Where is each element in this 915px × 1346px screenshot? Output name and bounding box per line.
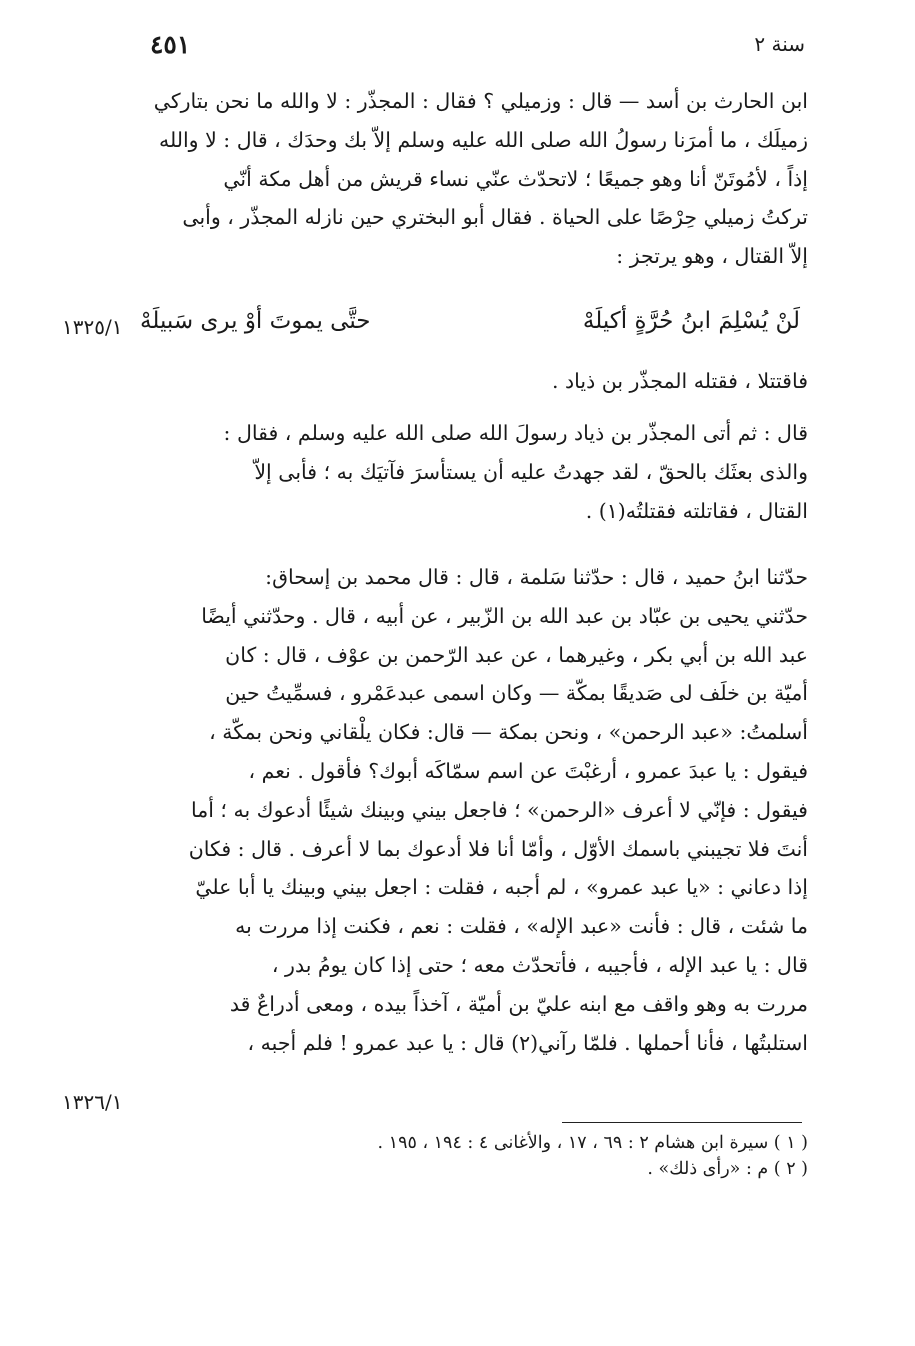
- text-line: أنتَ فلا تجيبني باسمك الأوّل ، وأمّا أنا فلا أدعوك بما لا أعرف . قال : فكان: [188, 836, 808, 861]
- footnotes: [118, 1130, 808, 1182]
- text-line: والذى بعثَك بالحقّ ، لقد جهدتُ عليه أن يستأسرَ فآتيَك به ؛ فأبى إلاّ: [254, 459, 808, 484]
- verse-first-hemistich: لَنْ يُسْلِمَ ابنُ حُرَّةٍ أكيلَهْ: [582, 308, 800, 334]
- text-line: حدّثنا ابنُ حميد ، قال : حدّثنا سَلمة ، قال : قال محمد بن إسحاق:: [265, 565, 808, 589]
- text-line: زميلَك ، ما أمرَنا رسولُ الله صلى الله عليه وسلم إلاّ بك وحدَك ، قال : لا والله: [158, 127, 808, 152]
- text-line: إذا دعاني : «يا عبد عمرو» ، لم أجبه ، فقلت : اجعل بيني وبينك يا أبا عليّ: [195, 875, 808, 900]
- text-line: مررت به وهو واقف مع ابنه عليّ بن أميّة ، آخذاً بيده ، ومعى أدراعٌ قد: [229, 991, 808, 1016]
- paragraph-1: [118, 82, 808, 276]
- verse: [140, 308, 800, 348]
- text-line: تركتُ زميلي حِرْصًا على الحياة . فقال أبو البختري حين نازله المجذّر ، وأبى: [182, 205, 808, 230]
- text-line: فاقتتلا ، فقتله المجذّر بن ذياد .: [551, 369, 808, 393]
- text-line: أميّة بن خلَف لى صَديقًا بمكّة — وكان اسمى عبدعَمْرو ، فسمِّيتُ حين: [225, 681, 808, 706]
- text-line: استلبتُها ، فأنا أحملها . فلمّا رآني(٢) قال : يا عبد عمرو ! فلم أجبه ،: [247, 1030, 808, 1055]
- text-line: إذاً ، لأمُوتَنّ أنا وهو جميعًا ؛ لاتحدّث عنّي نساء قريش من أهل مكة أنّي: [223, 166, 808, 191]
- footnote-divider: [562, 1122, 802, 1123]
- paragraph-3: [118, 414, 808, 530]
- text-line: القتال ، فقاتلته فقتلتُه(١) .: [585, 498, 808, 523]
- running-head: [140, 30, 805, 64]
- text-line: فيقول : فإنّي لا أعرف «الرحمن» ؛ فاجعل بيني وبينك شيئًا أدعوك به ؛ أما: [190, 797, 808, 822]
- paragraph-4: [118, 558, 808, 1062]
- paragraph-2: [118, 362, 808, 401]
- verse-second-hemistich: حتَّى يموتَ أوْ يرى سَبيلَهْ: [140, 308, 371, 334]
- text-line: إلاّ القتال ، وهو يرتجز :: [616, 244, 808, 269]
- text-line: عبد الله بن أبي بكر ، وغيرهما ، عن عبد الرّحمن بن عوْف ، قال : كان: [225, 642, 808, 667]
- text-line: قال : ثم أتى المجذّر بن ذياد رسولَ الله صلى الله عليه وسلم ، فقال :: [223, 421, 808, 445]
- running-head-label: سنة ٢: [754, 32, 805, 56]
- page-number: ٤٥١: [150, 30, 191, 59]
- margin-reference: ١٣٢٦/١: [62, 1090, 123, 1114]
- text-line: ما شئت ، قال : فأنت «عبد الإله» ، فقلت : نعم ، فكنت إذا مررت به: [235, 914, 808, 939]
- text-line: فيقول : يا عبدَ عمرو ، أرغبْتَ عن اسم سمّاكَه أبوك؟ فأقول . نعم ،: [248, 758, 808, 783]
- text-line: أسلمتُ: «عبد الرحمن» ، ونحن بمكة — قال: فكان يلْقاني ونحن بمكّة ،: [209, 720, 808, 745]
- footnote: ( ٢ ) م : «رأى ذلك» .: [647, 1159, 808, 1179]
- footnote: ( ١ ) سيرة ابن هشام ٢ : ٦٩ ، ١٧ ، والأغانى ٤ : ١٩٤ ، ١٩٥ .: [377, 1133, 808, 1153]
- margin-reference: ١٣٢٥/١: [62, 315, 123, 339]
- text-line: ابن الحارث بن أسد — قال : وزميلي ؟ فقال : المجذّر : لا والله ما نحن بتاركي: [153, 89, 808, 113]
- text-line: قال : يا عبد الإله ، فأجيبه ، فأتحدّث معه ؛ حتى إذا كان يومُ بدر ،: [271, 952, 808, 977]
- text-line: حدّثني يحيى بن عبّاد بن عبد الله بن الزّبير ، عن أبيه ، قال . وحدّثني أيضًا: [201, 603, 808, 628]
